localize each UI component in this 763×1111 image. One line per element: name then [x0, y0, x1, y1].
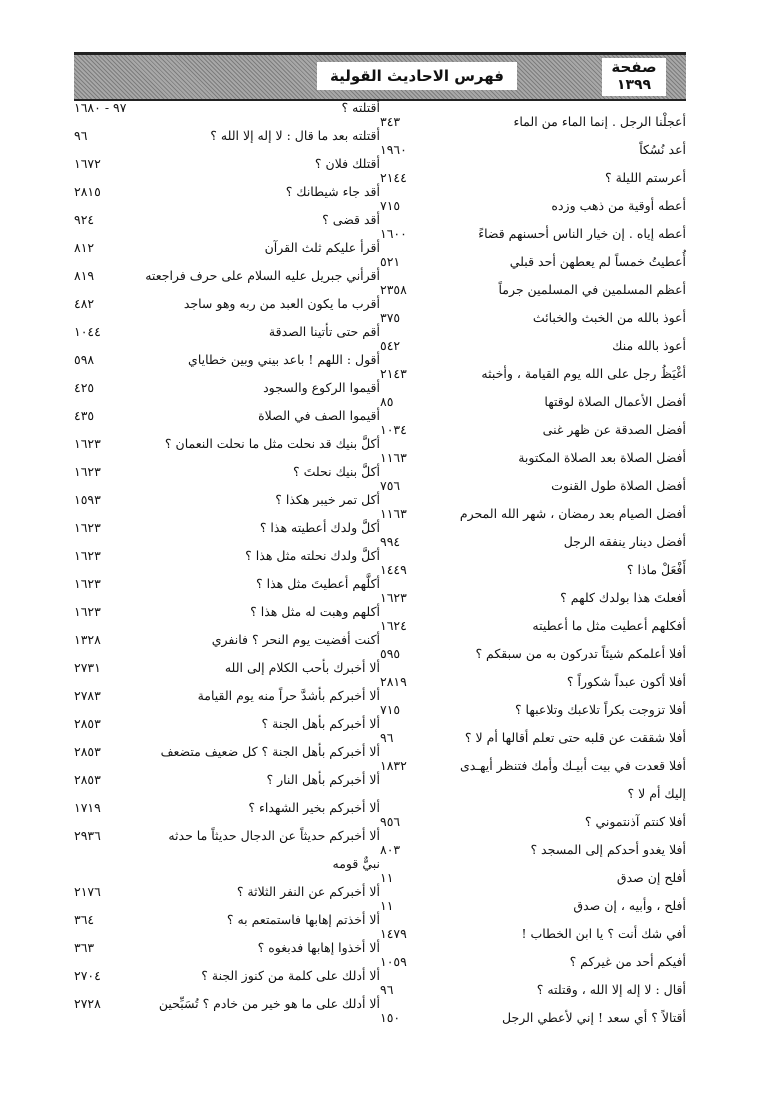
entry-text-line: أفلا كنتم آذنتموني ؟ — [584, 814, 686, 829]
entry-text-line: أفضل الأعمال الصلاة لوقتها — [544, 394, 686, 409]
entry-text-line: ألا أخبركم حديثاً عن الدجال حديثاً ما حدثه — [168, 828, 380, 843]
entry-page-ref: ٨٠٣ — [380, 842, 401, 857]
entry-text — [458, 896, 686, 915]
entry-page-ref: ١٧١٩ — [74, 800, 101, 815]
entry-text — [148, 350, 380, 369]
index-columns — [74, 96, 686, 1076]
entry-text-line: أفلح ، وأبيه ، إن صدق — [573, 898, 686, 913]
entry-page-ref: ١٣٢٨ — [74, 632, 101, 647]
entry-page-ref: ٩٧ - ١٦٨٠ — [74, 100, 127, 115]
entry-text-line: ألا أدلك على ما هو خير من خادم ؟ تُسَبِّحين — [158, 996, 380, 1011]
entry-page-ref: ٢٨٥٣ — [74, 716, 101, 731]
entry-text — [458, 140, 686, 159]
entry-page-ref: ٣٤٣ — [380, 114, 401, 129]
entry-text-line: أفي شك أنت ؟ يا ابن الخطاب ! — [521, 926, 686, 941]
entry-text — [148, 630, 380, 649]
entry-text — [148, 714, 380, 733]
entry-text-line: أكلَّهم أعطيتَ مثل هذا ؟ — [256, 576, 380, 591]
entry-text — [148, 322, 380, 341]
entry-page-ref: ٥٩٨ — [74, 352, 95, 367]
entry-text — [148, 462, 380, 481]
entry-page-ref: ٢١٤٤ — [380, 170, 407, 185]
entry-text-line: أعطه أوقية من ذهب وزده — [551, 198, 686, 213]
entry-text-line: أفلا قعدت في بيت أبيـك وأمك فتنظر أيهـدى — [459, 758, 686, 773]
entry-page-ref: ٢٧٠٤ — [74, 968, 101, 983]
entry-page-ref: ٨٥ — [380, 394, 394, 409]
entry-text-line: أكلهم وهبت له مثل هذا ؟ — [250, 604, 380, 619]
entry-page-ref: ٩٩٤ — [380, 534, 401, 549]
entry-text — [148, 798, 380, 817]
entry-text-line: أقم حتى تأتينا الصدقة — [268, 324, 380, 339]
entry-text-continuation: إليك أم لا ؟ — [627, 786, 686, 801]
entry-text-line: أعد نُسُكاً — [639, 142, 686, 157]
entry-text — [148, 826, 380, 873]
entry-text-continuation: نبيٌّ قومه — [332, 856, 380, 871]
entry-text — [458, 728, 686, 747]
entry-text-line: ألا أخذوا إهابها فدبغوه ؟ — [257, 940, 380, 955]
entry-text — [458, 280, 686, 299]
entry-page-ref: ١٤٤٩ — [380, 562, 407, 577]
entry-text-line: أقتالاً ؟ أي سعد ! إني لأعطي الرجل — [502, 1010, 686, 1025]
entry-text-line: أكل تمر خيبر هكذا ؟ — [275, 492, 380, 507]
entry-text — [458, 1008, 686, 1027]
entry-page-ref: ١٦٠٠ — [380, 226, 407, 241]
entry-page-ref: ٥٤٢ — [380, 338, 401, 353]
entry-text — [148, 770, 380, 789]
index-column-left — [74, 96, 380, 1076]
entry-text-line: ألا أخبركم بأشدَّ حراً منه يوم القيامة — [197, 688, 380, 703]
entry-page-ref: ٢٩٣٦ — [74, 828, 101, 843]
entry-page-ref: ١١ — [380, 870, 394, 885]
entry-text-line: أفلا أكون عبداً شكوراً ؟ — [566, 674, 686, 689]
page-number: ١٣٩٩ — [616, 77, 652, 93]
entry-text-line: أقرب ما يكون العبد من ربه وهو ساجد — [183, 296, 380, 311]
entry-text-line: أكلَّ بنيك قد نحلت مثل ما نحلت النعمان ؟ — [164, 436, 380, 451]
entry-text-line: ألا أخبركم بأهل الجنة ؟ — [261, 716, 380, 731]
entry-page-ref: ٩٦ — [380, 730, 394, 745]
entry-text-line: أقد جاء شيطانك ؟ — [285, 184, 380, 199]
entry-text — [458, 644, 686, 663]
entry-page-ref: ٢٣٥٨ — [380, 282, 407, 297]
entry-text-line: أفلا شققت عن قلبه حتى تعلم أقالها أم لا ؟ — [464, 730, 686, 745]
entry-text — [148, 378, 380, 397]
entry-text — [458, 756, 686, 803]
entry-text-line: أعجلْنا الرجل . إنما الماء من الماء — [513, 114, 686, 129]
entry-text — [458, 364, 686, 383]
entry-text-line: ألا أخبرك بأحب الكلام إلى الله — [224, 660, 380, 675]
entry-page-ref: ٢١٧٦ — [74, 884, 101, 899]
entry-text — [148, 210, 380, 229]
entry-text — [458, 560, 686, 579]
entry-text-line: أقيموا الصف في الصلاة — [258, 408, 380, 423]
entry-page-ref: ٤٣٥ — [74, 408, 95, 423]
entry-text-line: أقيموا الركوع والسجود — [263, 380, 380, 395]
entry-text — [458, 840, 686, 859]
entry-text-line: أقال : لا إله إلا الله ، وقتلته ؟ — [536, 982, 686, 997]
entry-text-line: أفلا أعلمكم شيئاً تدركون به من سبقكم ؟ — [475, 646, 686, 661]
entry-page-ref: ٢٨١٩ — [380, 674, 407, 689]
entry-text-line: أفضل الصيام بعد رمضان ، شهر الله المحرم — [459, 506, 686, 521]
entry-text-line: أعوذ بالله من الخبث والخبائث — [532, 310, 686, 325]
entry-text — [148, 742, 380, 761]
entry-text-line: أقتلك فلان ؟ — [314, 156, 380, 171]
entry-text — [458, 448, 686, 467]
entry-text — [458, 168, 686, 187]
entry-text — [148, 518, 380, 537]
entry-text — [148, 98, 380, 117]
entry-text-line: أقتلته ؟ — [341, 100, 380, 115]
entry-text-line: أفضل دينار ينفقه الرجل — [563, 534, 686, 549]
entry-page-ref: ١١٦٣ — [380, 506, 407, 521]
entry-text-line: أُعطيتُ خمساً لم يعطهن أحد قبلي — [509, 254, 686, 269]
entry-page-ref: ٩٦ — [380, 982, 394, 997]
entry-text — [458, 196, 686, 215]
entry-text — [148, 490, 380, 509]
page-title: فهرس الاحاديث القولية — [317, 62, 517, 90]
entry-text — [148, 686, 380, 705]
entry-page-ref: ٢١٤٣ — [380, 366, 407, 381]
entry-text-line: أعرستم الليلة ؟ — [604, 170, 686, 185]
page-label: صفحة — [611, 58, 657, 76]
entry-text — [148, 910, 380, 929]
entry-text-line: أكلَّ ولدك نحلته مثل هذا ؟ — [245, 548, 380, 563]
entry-text-line: أكنت أفضيت يوم النحر ؟ فانفري — [211, 632, 380, 647]
entry-text — [458, 980, 686, 999]
entry-page-ref: ١١٦٣ — [380, 450, 407, 465]
entry-text — [148, 154, 380, 173]
entry-page-ref: ٩٥٦ — [380, 814, 401, 829]
entry-text-line: أفضل الصلاة طول القنوت — [551, 478, 686, 493]
entry-text — [148, 658, 380, 677]
page-header — [74, 52, 686, 101]
entry-text — [458, 308, 686, 327]
entry-text — [148, 238, 380, 257]
entry-text — [148, 182, 380, 201]
entry-text — [458, 672, 686, 691]
entry-text — [458, 616, 686, 635]
entry-text — [458, 224, 686, 243]
entry-text — [148, 882, 380, 901]
entry-text-line: أَفْعَلْ ماذا ؟ — [626, 562, 686, 577]
entry-text — [148, 126, 380, 145]
entry-text — [148, 406, 380, 425]
entry-page-ref: ٣٧٥ — [380, 310, 401, 325]
entry-text-line: ألا أخذتم إهابها فاستمتعم به ؟ — [226, 912, 380, 927]
entry-page-ref: ١٦٢٣ — [74, 436, 101, 451]
entry-text — [458, 420, 686, 439]
entry-text-line: ألا أخبركم بخير الشهداء ؟ — [248, 800, 380, 815]
entry-text-line: أعظم المسلمين في المسلمين جرماً — [498, 282, 686, 297]
entry-page-ref: ٨١٢ — [74, 240, 95, 255]
entry-text — [458, 588, 686, 607]
entry-text — [148, 574, 380, 593]
entry-text-line: أغْيَظُ رجل على الله يوم القيامة ، وأخبثه — [481, 366, 686, 381]
entry-text-line: ألا أخبركم بأهل النار ؟ — [266, 772, 380, 787]
entry-page-ref: ٣٦٤ — [74, 912, 95, 927]
entry-text-line: أكلَّ بنيك نحلتَ ؟ — [293, 464, 380, 479]
entry-page-ref: ١٠٣٤ — [380, 422, 407, 437]
entry-text — [458, 504, 686, 523]
index-column-right — [380, 96, 686, 1076]
entry-text — [148, 966, 380, 985]
entry-text — [458, 924, 686, 943]
entry-text-line: أكلَّ ولدك أعطيته هذا ؟ — [259, 520, 380, 535]
entry-page-ref: ١٤٧٩ — [380, 926, 407, 941]
entry-page-ref: ٢٨٥٣ — [74, 772, 101, 787]
page-number-box — [602, 58, 666, 96]
entry-page-ref: ٤٢٥ — [74, 380, 95, 395]
entry-page-ref: ٥٩٥ — [380, 646, 401, 661]
entry-page-ref: ١٠٤٤ — [74, 324, 101, 339]
entry-text-line: أفيكم أحد من غيركم ؟ — [569, 954, 686, 969]
entry-text-line: أعطه إياه . إن خيار الناس أحسنهم قضاءً — [478, 226, 686, 241]
entry-page-ref: ٥٢١ — [380, 254, 401, 269]
entry-page-ref: ١٨٣٢ — [380, 758, 407, 773]
entry-page-ref: ٢٧٢٨ — [74, 996, 101, 1011]
entry-text — [145, 266, 380, 285]
entry-page-ref: ١١ — [380, 898, 394, 913]
entry-text — [458, 392, 686, 411]
entry-page-ref: ٢٨٥٣ — [74, 744, 101, 759]
entry-text-line: أفضل الصدقة عن ظهر غنى — [542, 422, 686, 437]
entry-text — [148, 546, 380, 565]
entry-text-line: أفلا تزوجت بكراً تلاعبك وتلاعبها ؟ — [514, 702, 686, 717]
entry-text-line: أفلا يغدو أحدكم إلى المسجد ؟ — [530, 842, 686, 857]
entry-text — [458, 336, 686, 355]
entry-page-ref: ١٦٢٣ — [74, 520, 101, 535]
entry-page-ref: ٨١٩ — [74, 268, 95, 283]
entry-page-ref: ٤٨٢ — [74, 296, 95, 311]
entry-page-ref: ٣٦٣ — [74, 940, 95, 955]
entry-text-line: ألا أدلك على كلمة من كنوز الجنة ؟ — [201, 968, 380, 983]
entry-page-ref: ٢٧٣١ — [74, 660, 101, 675]
entry-text-line: أفلح إن صدق — [616, 870, 686, 885]
entry-page-ref: ٧٥٦ — [380, 478, 401, 493]
entry-text-line: أقد قضى ؟ — [322, 212, 380, 227]
entry-text — [148, 938, 380, 957]
entry-text — [458, 252, 686, 271]
entry-text-line: أقتلته بعد ما قال : لا إله إلا الله ؟ — [210, 128, 380, 143]
entry-text — [458, 112, 686, 131]
entry-page-ref: ١٦٢٣ — [74, 604, 101, 619]
entry-text-line: أعوذ بالله منك — [612, 338, 686, 353]
entry-page-ref: ٧١٥ — [380, 702, 401, 717]
entry-text-line: ألا أخبركم عن النفر الثلاثة ؟ — [236, 884, 380, 899]
entry-page-ref: ٢٨١٥ — [74, 184, 101, 199]
entry-text-line: أفعلتَ هذا بولدك كلهم ؟ — [560, 590, 686, 605]
entry-text-line: أقرأني جبريل عليه السلام على حرف فراجعته — [145, 268, 380, 283]
entry-text — [458, 700, 686, 719]
entry-text — [458, 868, 686, 887]
entry-text — [458, 476, 686, 495]
entry-page-ref: ٩٦ — [74, 128, 88, 143]
entry-page-ref: ٧١٥ — [380, 198, 401, 213]
entry-page-ref: ١٦٢٣ — [74, 464, 101, 479]
entry-text-line: أقول : اللهم ! باعد بيني وبين خطاياي — [188, 352, 380, 367]
entry-page-ref: ١٥٩٣ — [74, 492, 101, 507]
entry-text — [148, 434, 380, 453]
entry-text — [458, 532, 686, 551]
entry-page-ref: ٩٢٤ — [74, 212, 95, 227]
entry-text-line: ألا أخبركم بأهل الجنة ؟ كل ضعيف متضعف — [160, 744, 380, 759]
entry-page-ref: ١٠٥٩ — [380, 954, 407, 969]
entry-page-ref: ١٩٦٠ — [380, 142, 407, 157]
entry-page-ref: ١٦٢٤ — [380, 618, 407, 633]
entry-text-line: أفضل الصلاة بعد الصلاة المكتوبة — [518, 450, 686, 465]
entry-text — [458, 952, 686, 971]
entry-page-ref: ١٦٢٣ — [74, 576, 101, 591]
entry-page-ref: ١٦٢٣ — [74, 548, 101, 563]
entry-text-line: أفكلهم أعطيت مثل ما أعطيته — [532, 618, 686, 633]
entry-page-ref: ٢٧٨٣ — [74, 688, 101, 703]
entry-text — [148, 294, 380, 313]
entry-text — [458, 812, 686, 831]
entry-text — [148, 602, 380, 621]
entry-text-line: أقرأ عليكم ثلث القرآن — [264, 240, 380, 255]
entry-page-ref: ١٦٢٣ — [380, 590, 407, 605]
entry-page-ref: ١٥٠ — [380, 1010, 401, 1025]
entry-page-ref: ١٦٧٢ — [74, 156, 101, 171]
entry-text — [148, 994, 380, 1013]
